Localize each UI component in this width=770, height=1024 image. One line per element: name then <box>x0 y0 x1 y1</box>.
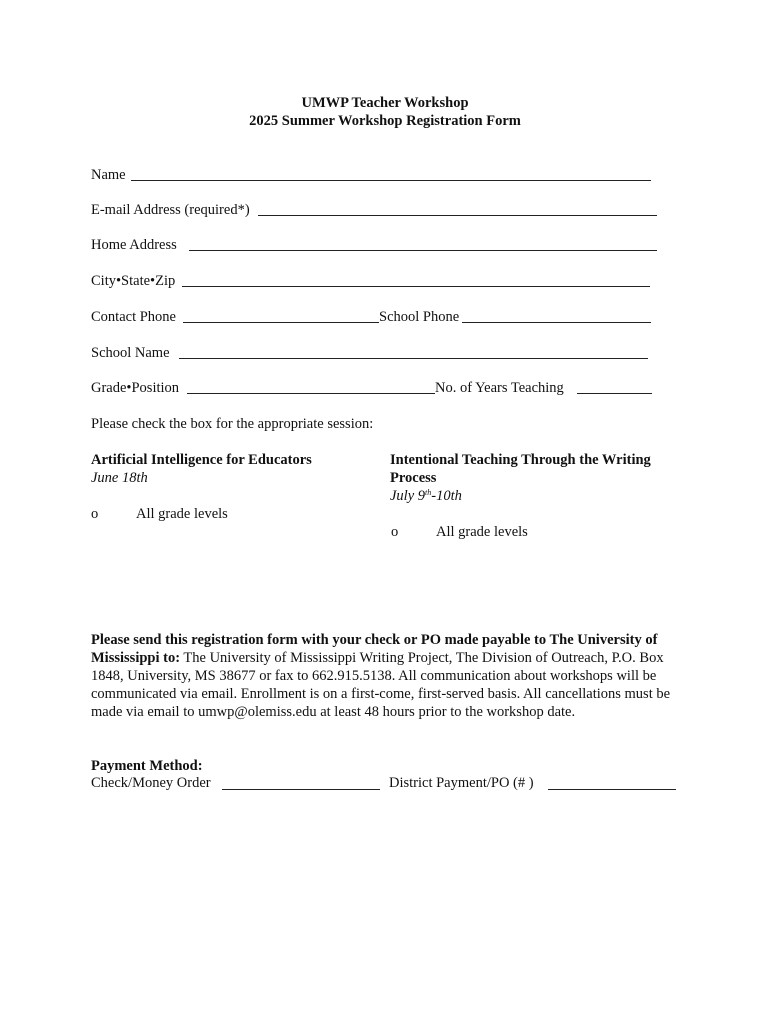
grade-position-field[interactable] <box>187 393 435 394</box>
district-payment-label: District Payment/PO (# ) <box>389 775 534 791</box>
form-subtitle: 2025 Summer Workshop Registration Form <box>249 113 521 129</box>
session-1-date: June 18th <box>91 470 148 486</box>
home-address-field[interactable] <box>189 250 657 251</box>
session-1-checkbox[interactable]: o <box>91 506 99 522</box>
school-name-label: School Name <box>91 345 170 361</box>
instructions-body: The University of Mississippi Writing Project, The Division of Outreach, P.O. Box 1848, University, MS 38677 or fax to 662.915.5138. All communication about workshops will be communicated via email. Enrollment is on a first-come, first-served basis. All cancellations must be made via email to umwp@olemiss.edu at least 48 hours prior to the workshop date. <box>91 650 671 720</box>
session-2-option: All grade levels <box>436 524 528 540</box>
session-2-checkbox[interactable]: o <box>391 524 399 540</box>
home-address-label: Home Address <box>91 237 177 253</box>
check-money-order-field[interactable] <box>222 789 380 790</box>
years-teaching-label: No. of Years Teaching <box>435 380 564 396</box>
payment-heading: Payment Method: <box>91 758 203 774</box>
session-2-title: Intentional Teaching Through the Writing Process <box>390 452 651 486</box>
city-state-zip-label: City•State•Zip <box>91 273 176 289</box>
district-payment-field[interactable] <box>548 789 676 790</box>
years-teaching-field[interactable] <box>577 393 652 394</box>
school-phone-field[interactable] <box>462 322 651 323</box>
session-prompt: Please check the box for the appropriate session: <box>91 416 374 432</box>
session-1-option: All grade levels <box>136 506 228 522</box>
contact-phone-field[interactable] <box>183 322 379 323</box>
name-field[interactable] <box>131 180 651 181</box>
session-2-date: July 9th-10th <box>390 488 462 504</box>
name-label: Name <box>91 167 126 183</box>
school-name-field[interactable] <box>179 358 648 359</box>
instructions-lead: Please send this registration form with your check or PO made payable to The University of Mississippi to: <box>91 632 658 666</box>
form-title: UMWP Teacher Workshop <box>301 95 469 111</box>
school-phone-label: School Phone <box>379 309 460 325</box>
session-1-title: Artificial Intelligence for Educators <box>91 452 312 468</box>
instructions-paragraph <box>91 631 683 721</box>
grade-position-label: Grade•Position <box>91 380 180 396</box>
email-field[interactable] <box>258 215 657 216</box>
city-state-zip-field[interactable] <box>182 286 650 287</box>
check-money-order-label: Check/Money Order <box>91 775 211 791</box>
contact-phone-label: Contact Phone <box>91 309 176 325</box>
email-label: E-mail Address (required*) <box>91 202 250 218</box>
